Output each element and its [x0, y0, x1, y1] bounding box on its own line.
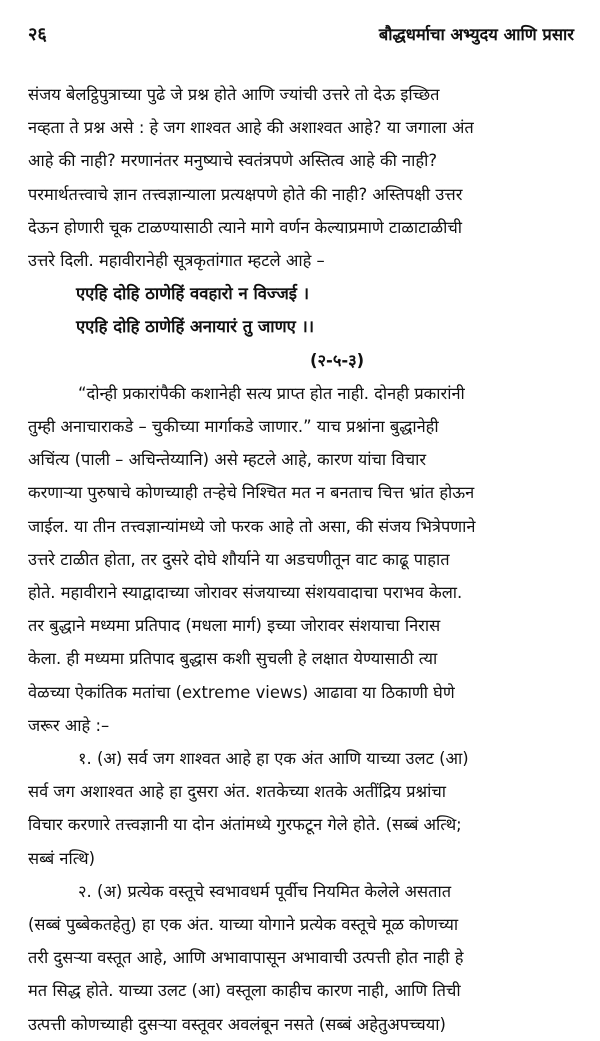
- text-line: “दोन्ही प्रकारांपैकी कशानेही सत्य प्राप्त होत नाही. दोनही प्रकारांनी: [78, 383, 465, 403]
- text-line: परमार्थतत्त्वाचे ज्ञान तत्त्वज्ञान्याला प्रत्यक्षपणे होते की नाही? अस्तिपक्षी उत्तर: [28, 184, 463, 204]
- page-header: [28, 22, 574, 52]
- text-line: १. (अ) सर्व जग शाश्वत आहे हा एक अंत आणि याच्या उलट (आ): [78, 749, 469, 769]
- text-line: उत्तरे दिली. महावीरानेही सूत्रकृतांगात म्हटले आहे –: [28, 251, 325, 271]
- text-line: उत्पत्ती कोणच्याही दुसऱ्या वस्तूवर अवलंबून नसते (सब्बं अहेतुअपच्चया): [28, 1014, 446, 1034]
- text-line: करणाऱ्या पुरुषाचे कोणच्याही तऱ्हेचे निश्चित मत न बनताच चित्त भ्रांत होऊन: [28, 483, 475, 503]
- text-line: तुम्ही अनाचाराकडे – चुकीच्या मार्गाकडे जाणार.” याच प्रश्नांना बुद्धानेही: [28, 417, 439, 437]
- text-line: उत्तरे टाळीत होता, तर दुसरे दोघे शौर्याने या अडचणीतून वाट काढू पाहात: [28, 549, 450, 569]
- text-line: तर बुद्धाने मध्यमा प्रतिपाद (मधला मार्ग) इच्या जोरावर संशयाचा निरास: [28, 616, 441, 636]
- body-text: [28, 78, 574, 1041]
- text-line: मत सिद्ध होते. याच्या उलट (आ) वस्तूला काहीच कारण नाही, आणि तिची: [28, 981, 461, 1001]
- text-line: संजय बेलट्ठिपुत्राच्या पुढे जे प्रश्न होते आणि ज्यांची उत्तरे तो देऊ इच्छित: [28, 85, 440, 104]
- text-line: वेळच्या ऐकांतिक मतांचा (extreme views) आढावा या ठिकाणी घेणे: [28, 682, 455, 702]
- text-line: नव्हता ते प्रश्न असे : हे जग शाश्वत आहे की अशाश्वत आहे? या जगाला अंत: [28, 118, 474, 138]
- text-line: केला. ही मध्यमा प्रतिपाद बुद्धास कशी सुचली हे लक्षात येण्यासाठी त्या: [28, 649, 438, 669]
- text-line: सब्बं नत्थि): [28, 848, 96, 868]
- text-line: होते. महावीराने स्याद्वादाच्या जोरावर संजयाच्या संशयवादाचा पराभव केला.: [28, 583, 463, 603]
- text-line: सर्व जग अशाश्वत आहे हा दुसरा अंत. शतकेच्या शतके अतींद्रिय प्रश्नांचा: [28, 782, 447, 802]
- text-line: विचार करणारे तत्त्वज्ञानी या दोन अंतांमध्ये गुरफटून गेले होते. (सब्बं अत्थि;: [28, 815, 462, 835]
- text-line: आहे की नाही? मरणानंतर मनुष्याचे स्वतंत्रपणे अस्तित्व आहे की नाही?: [28, 151, 438, 171]
- text-line: (सब्बं पुब्बेकतहेतु) हा एक अंत. याच्या योगाने प्रत्येक वस्तूचे मूळ कोणच्या: [28, 915, 459, 935]
- text-line: जरूर आहे :–: [28, 715, 110, 735]
- text-line: अचिंत्य (पाली – अचिन्तेय्यानि) असे म्हटले आहे, कारण यांचा विचार: [28, 450, 427, 470]
- verse-line: एएहि दोहि ठाणेहिं ववहारो न विज्जई ।: [76, 284, 310, 304]
- verse-line: एएहि दोहि ठाणेहिं अनायारं तु जाणए ।।: [76, 317, 315, 337]
- text-line: तरी दुसऱ्या वस्तूत आहे, आणि अभावापासून अभावाची उत्पत्ती होत नाही हे: [28, 948, 464, 968]
- text-line: २. (अ) प्रत्येक वस्तूचे स्वभावधर्म पूर्वीच नियमित केलेले असतात: [78, 881, 452, 901]
- text-line: जाईल. या तीन तत्त्वज्ञान्यांमध्ये जो फरक आहे तो असा, की संजय भित्रेपणाने: [28, 516, 476, 536]
- text-line: देऊन होणारी चूक टाळण्यासाठी त्याने मागे वर्णन केल्याप्रमाणे टाळाटाळीची: [28, 217, 462, 237]
- page-number: २६: [28, 24, 47, 45]
- running-title: बौद्धधर्माचा अभ्युदय आणि प्रसार: [378, 25, 574, 44]
- verse-reference: (२-५-३): [310, 350, 365, 370]
